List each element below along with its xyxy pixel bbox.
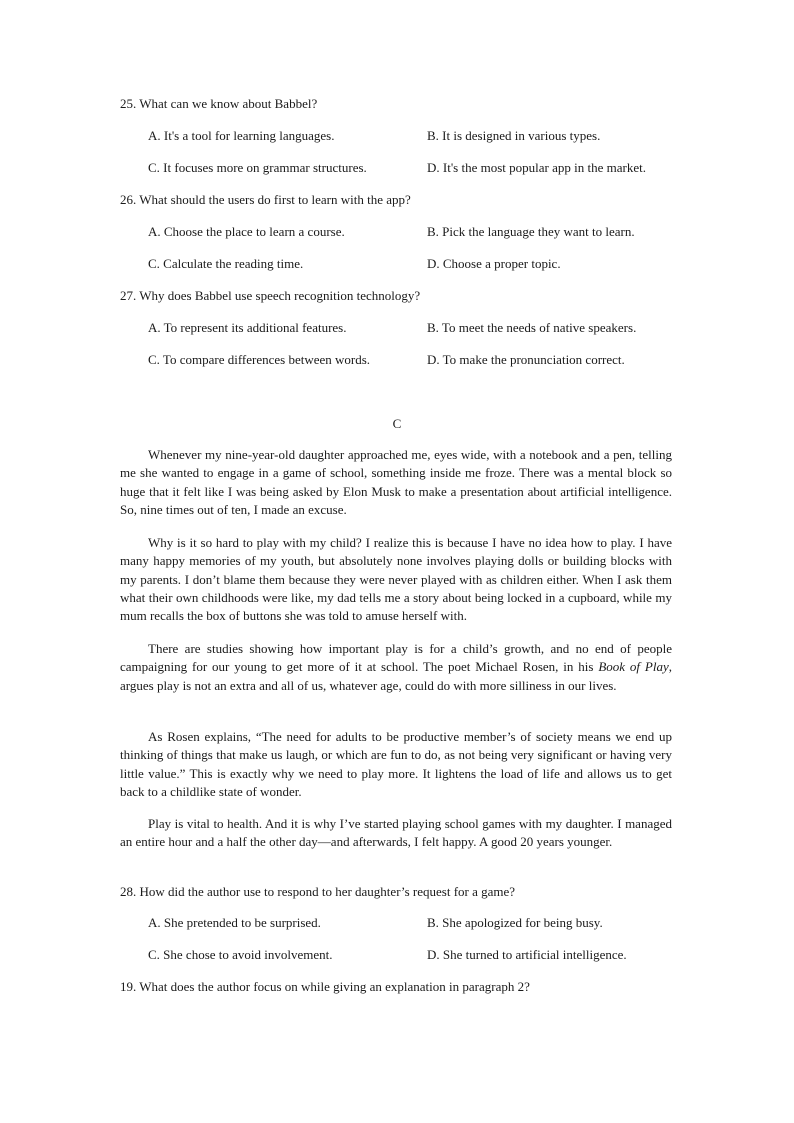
option-26-b: B. Pick the language they want to learn.	[427, 224, 635, 239]
option-27-b: B. To meet the needs of native speakers.	[427, 320, 637, 335]
option-25-c: C. It focuses more on grammar structures.	[148, 160, 367, 175]
paragraph-3-text-start: There are studies showing how important play is for a child’s growth, and no end of people campaigning for our young to get more of it at school. The poet Michael Rosen, in his	[120, 641, 672, 675]
option-28-d: D. She turned to artificial intelligence.	[427, 947, 627, 962]
option-27-c: C. To compare differences between words.	[148, 352, 371, 367]
passage-paragraph-3	[120, 640, 672, 695]
option-25-d: D. It's the most popular app in the market.	[427, 160, 646, 175]
option-25-b: B. It is designed in various types.	[427, 128, 601, 143]
option-26-a: A. Choose the place to learn a course.	[148, 224, 345, 239]
option-28-a: A. She pretended to be surprised.	[148, 915, 321, 930]
option-27-a: A. To represent its additional features.	[148, 320, 347, 335]
option-28-b: B. She apologized for being busy.	[427, 915, 603, 930]
passage-paragraph-5: Play is vital to health. And it is why I’ve started playing school games with my daughter. I managed an entire hour and a half the other day—and afterwards, I felt happy. A good 20 years younger.	[120, 816, 672, 850]
paragraph-3-text-end: , argues play is not an extra and all of us, whatever age, could do with more silliness in our lives.	[120, 659, 672, 693]
passage-paragraph-4: As Rosen explains, “The need for adults to be productive member’s of society means we end up thinking of things that make us laugh, or which are fun to do, as not being very significant or having very little value.” This is exactly why we need to play more. It lightens the load of life and allows us to get back to a childlike state of wonder.	[120, 729, 672, 799]
question-19: 19. What does the author focus on while giving an explanation in paragraph 2?	[120, 979, 530, 994]
section-title: C	[392, 416, 402, 431]
passage-paragraph-1: Whenever my nine-year-old daughter approached me, eyes wide, with a notebook and a pen, telling me she wanted to engage in a game of school, something inside me froze. There was a mental block so huge that it felt like I was being asked by Elon Musk to make a presentation about artificial intelligence. So, nine times out of ten, I made an excuse.	[120, 447, 672, 517]
option-26-c: C. Calculate the reading time.	[148, 256, 304, 271]
book-title: Book of Play	[598, 659, 669, 675]
option-25-a: A. It's a tool for learning languages.	[148, 128, 335, 143]
question-26: 26. What should the users do first to learn with the app?	[120, 192, 411, 207]
option-26-d: D. Choose a proper topic.	[427, 256, 561, 271]
passage-paragraph-2: Why is it so hard to play with my child? I realize this is because I have no idea how to play. I have many happy memories of my youth, but absolutely none involves playing dolls or building blocks with my parents. I don’t blame them because they were never played with as children either. When I ask them what their own childhoods were like, my dad tells me a story about being locked in a cupboard, while my mum recalls the box of buttons she was told to amuse herself with.	[120, 535, 672, 624]
option-27-d: D. To make the pronunciation correct.	[427, 352, 625, 367]
question-28: 28. How did the author use to respond to her daughter’s request for a game?	[120, 884, 516, 899]
question-25: 25. What can we know about Babbel?	[120, 96, 318, 111]
option-28-c: C. She chose to avoid involvement.	[148, 947, 333, 962]
question-27: 27. Why does Babbel use speech recognition technology?	[120, 288, 421, 303]
